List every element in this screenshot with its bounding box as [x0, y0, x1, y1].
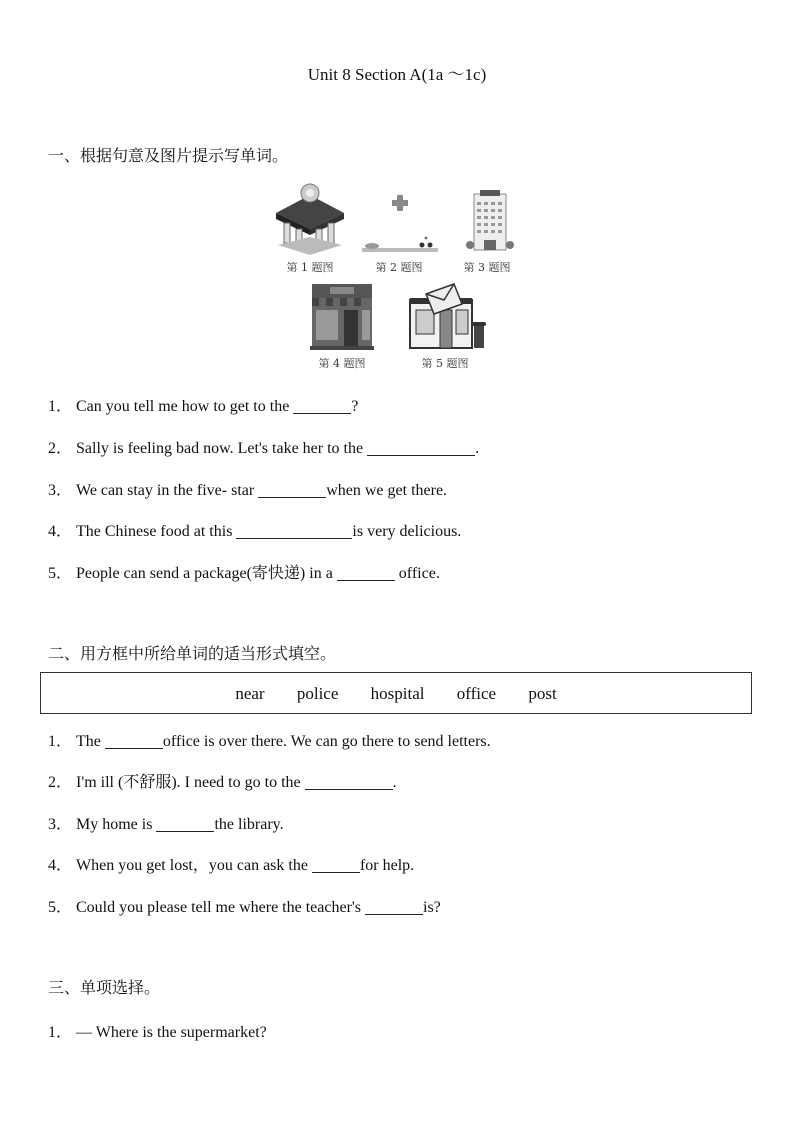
s2-question-5: 5． Could you please tell me where the teacher's is?: [48, 899, 441, 916]
answer-blank[interactable]: [337, 564, 395, 581]
word-hospital: hospital: [370, 684, 425, 703]
s2-question-4: 4． When you get lost，you can ask the for help.: [48, 857, 415, 874]
bank-icon: [274, 183, 346, 255]
answer-blank[interactable]: [105, 732, 163, 749]
s1-question-5: 5． People can send a package(寄快递) in a office.: [48, 565, 440, 582]
answer-blank[interactable]: [293, 397, 351, 414]
caption-2: 第 2 题图: [375, 261, 423, 274]
word-police: police: [296, 684, 339, 703]
answer-blank[interactable]: [312, 856, 360, 873]
s2-question-2: 2． I'm ill (不舒服). I need to go to the .: [48, 774, 397, 791]
hotel-icon: [466, 190, 514, 254]
caption-3: 第 3 题图: [463, 261, 511, 274]
s1-question-3: 3． We can stay in the five- star when we get there.: [48, 482, 448, 499]
section-3-heading: 三、单项选择。: [48, 978, 161, 997]
restaurant-icon: [308, 284, 376, 350]
caption-5: 第 5 题图: [421, 357, 469, 370]
hospital-icon: [360, 190, 440, 254]
s3-question-1: 1． — Where is the supermarket?: [48, 1024, 267, 1041]
s2-question-1: 1． The office is over there. We can go there to send letters.: [48, 733, 491, 750]
s1-question-1: 1． Can you tell me how to get to the ?: [48, 398, 359, 415]
caption-4: 第 4 题图: [318, 357, 366, 370]
word-post: post: [528, 684, 557, 703]
answer-blank[interactable]: [367, 439, 475, 456]
word-near: near: [235, 684, 265, 703]
answer-blank[interactable]: [305, 773, 393, 790]
caption-1: 第 1 题图: [286, 261, 334, 274]
answer-blank[interactable]: [156, 815, 214, 832]
page-title: Unit 8 Section A(1a ～1c): [307, 65, 487, 84]
post-office-icon: [408, 284, 488, 350]
s1-question-2: 2． Sally is feeling bad now. Let's take her to the .: [48, 440, 480, 457]
section-2-heading: 二、用方框中所给单词的适当形式填空。: [48, 644, 337, 663]
s1-question-4: 4． The Chinese food at this is very delicious.: [48, 523, 462, 540]
word-box: [40, 672, 752, 714]
answer-blank[interactable]: [365, 898, 423, 915]
answer-blank[interactable]: [258, 481, 326, 498]
s2-question-3: 3． My home is the library.: [48, 816, 284, 833]
section-1-heading: 一、根据句意及图片提示写单词。: [48, 146, 289, 165]
answer-blank[interactable]: [236, 522, 352, 539]
word-office: office: [456, 684, 497, 703]
